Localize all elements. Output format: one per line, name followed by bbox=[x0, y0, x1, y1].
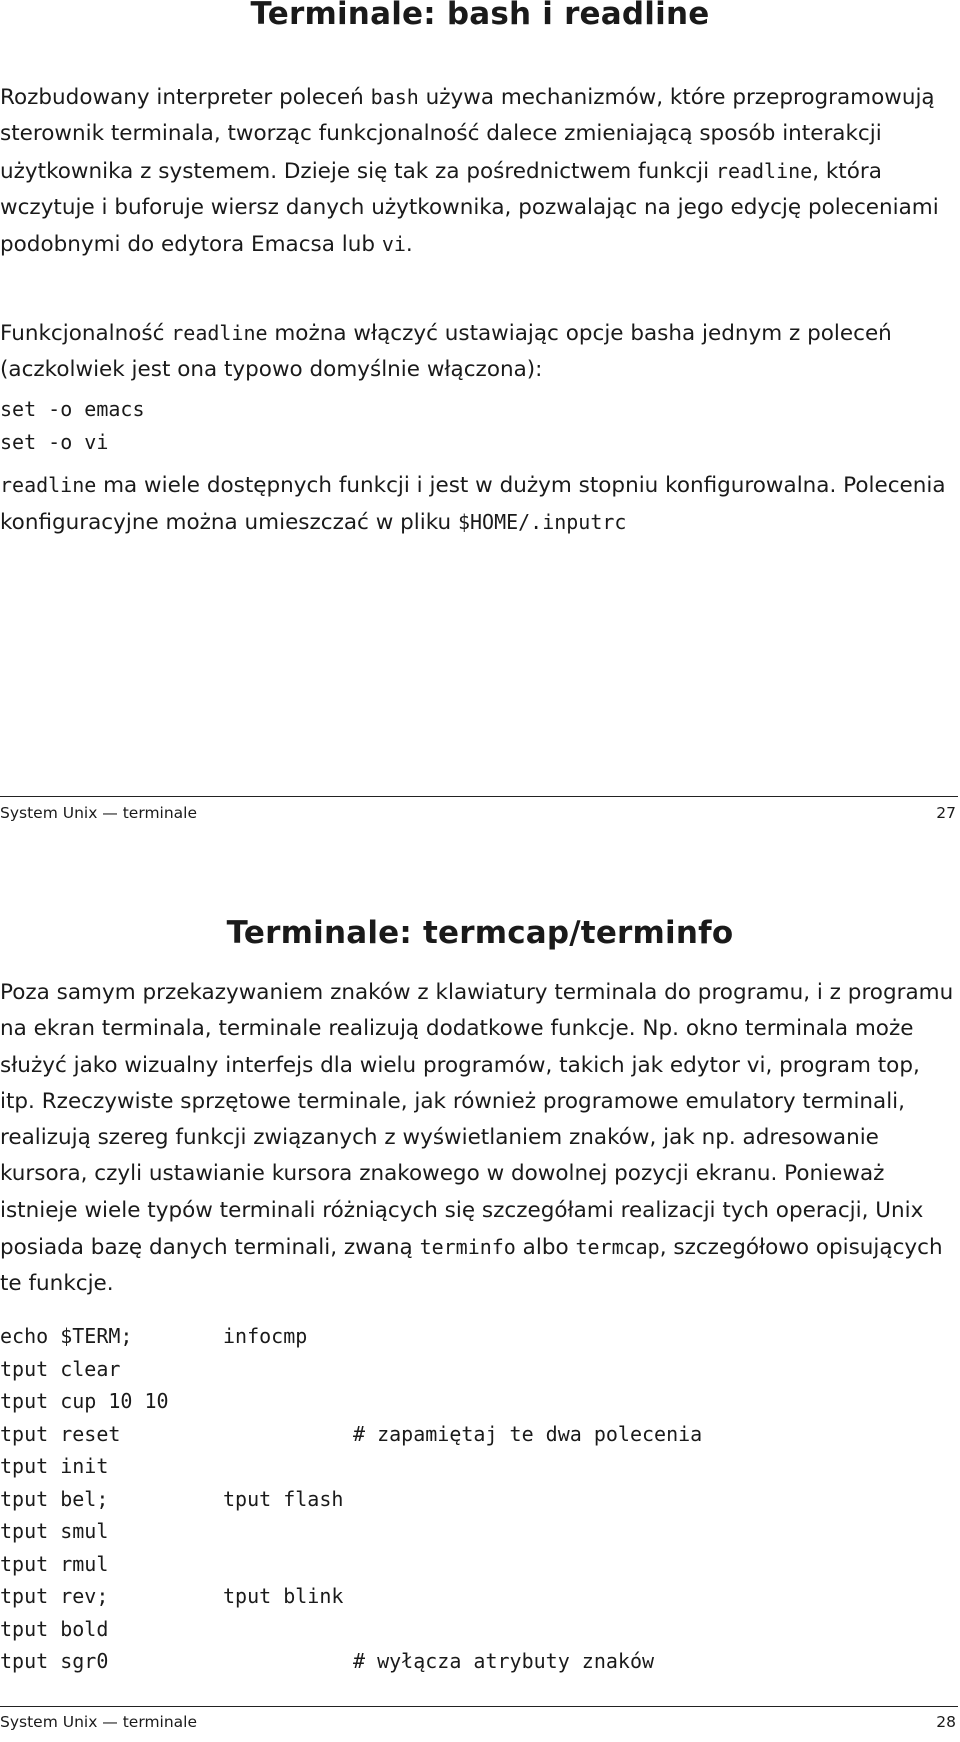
slide-title: Terminale: bash i readline bbox=[250, 0, 710, 32]
code-cmd: infocmp bbox=[223, 1324, 308, 1348]
paragraph-intro: Rozbudowany interpreter poleceń bash używa mechanizmów, które przeprogramowują sterownik terminala, tworząc funkcjonalność dalece zmieniającą sposób interakcji użytkownika z systemem. Dzieje się tak za pośrednictwem funkcji readline, która wczytuje i buforuje wiersz danych użytkownika, pozwalając na jego edycję poleceniami podobnymi do edytora Emacsa lub vi. bbox=[0, 85, 939, 258]
code-line: set -o emacs bbox=[0, 397, 145, 421]
code-cmd: tput reset bbox=[0, 1421, 121, 1446]
inline-code: termcap bbox=[575, 1235, 660, 1260]
inline-code: bash bbox=[370, 85, 419, 109]
page-number: 28 bbox=[936, 1713, 956, 1731]
paragraph-readline-config: readline ma wiele dostępnych funkcji i jest w dużym stopniu konfigurowalna. Polecenia konfiguracyjne można umieszczać w pliku $HOME/.inputrc bbox=[0, 473, 946, 536]
slide-title: Terminale: termcap/terminfo bbox=[226, 915, 734, 951]
code-comment: # wyłącza atrybuty znaków bbox=[353, 1649, 655, 1673]
inline-code: terminfo bbox=[419, 1235, 516, 1260]
code-cmd: tput bold bbox=[0, 1616, 109, 1641]
inline-code: readline bbox=[715, 158, 813, 183]
code-cmd: tput rmul bbox=[0, 1551, 109, 1576]
inline-code: readline bbox=[171, 321, 268, 345]
paragraph-terminfo: Poza samym przekazywaniem znaków z klawiatury terminala do programu, i z programu na ekran terminala, terminale realizują dodatkowe funkcje. Np. okno terminala może służyć jako wizualny interfejs dla wielu programów, takich jak edytor vi, program top, itp. Rzeczywiste sprzętowe terminale, jak również programowe emulatory terminali, realizują szereg funkcji związanych z wyświetlaniem znaków, jak np. adresowanie kursora, czyli ustawianie kursora znakowego w dowolnej pozycji ekranu. Ponieważ istnieje wiele typów terminali różniących się szczegółami realizacji tych operacji, Unix posiada bazę danych terminali, zwaną terminfo albo termcap, szczegółowo opisujących te funkcje. bbox=[0, 980, 954, 1297]
code-cmd: tput smul bbox=[0, 1519, 109, 1543]
footer bbox=[0, 804, 956, 822]
inline-code: readline bbox=[0, 473, 97, 497]
code-cmd: tput rev; bbox=[0, 1584, 109, 1608]
paragraph-readline-enable: Funkcjonalność readline można włączyć ustawiając opcje basha jednym z poleceń (aczkolwiek jest ona typowo domyślnie włączona): bbox=[0, 321, 892, 383]
code-cmd: tput clear bbox=[0, 1356, 121, 1381]
footer-label: System Unix — terminale bbox=[0, 1713, 198, 1731]
footer-rule bbox=[0, 796, 958, 797]
slide-27 bbox=[0, 0, 960, 850]
code-cmd: tput bel; bbox=[0, 1486, 109, 1511]
code-cmd: tput cup 10 10 bbox=[0, 1389, 169, 1413]
code-line: set -o vi bbox=[0, 429, 109, 454]
code-cmd: tput init bbox=[0, 1454, 109, 1478]
page-number: 27 bbox=[936, 804, 956, 822]
slide-28 bbox=[0, 850, 960, 1742]
code-block bbox=[0, 393, 145, 458]
inline-code: $HOME/.inputrc bbox=[457, 510, 627, 535]
inline-code: vi bbox=[381, 232, 406, 257]
footer-rule bbox=[0, 1706, 958, 1707]
code-cmd: echo $TERM; bbox=[0, 1324, 133, 1348]
footer-label: System Unix — terminale bbox=[0, 804, 198, 822]
code-cmd: tput blink bbox=[223, 1584, 344, 1608]
code-comment: # zapamiętaj te dwa polecenia bbox=[353, 1421, 703, 1446]
code-cmd: tput sgr0 bbox=[0, 1649, 109, 1673]
code-cmd: tput flash bbox=[223, 1486, 344, 1511]
footer bbox=[0, 1713, 956, 1731]
